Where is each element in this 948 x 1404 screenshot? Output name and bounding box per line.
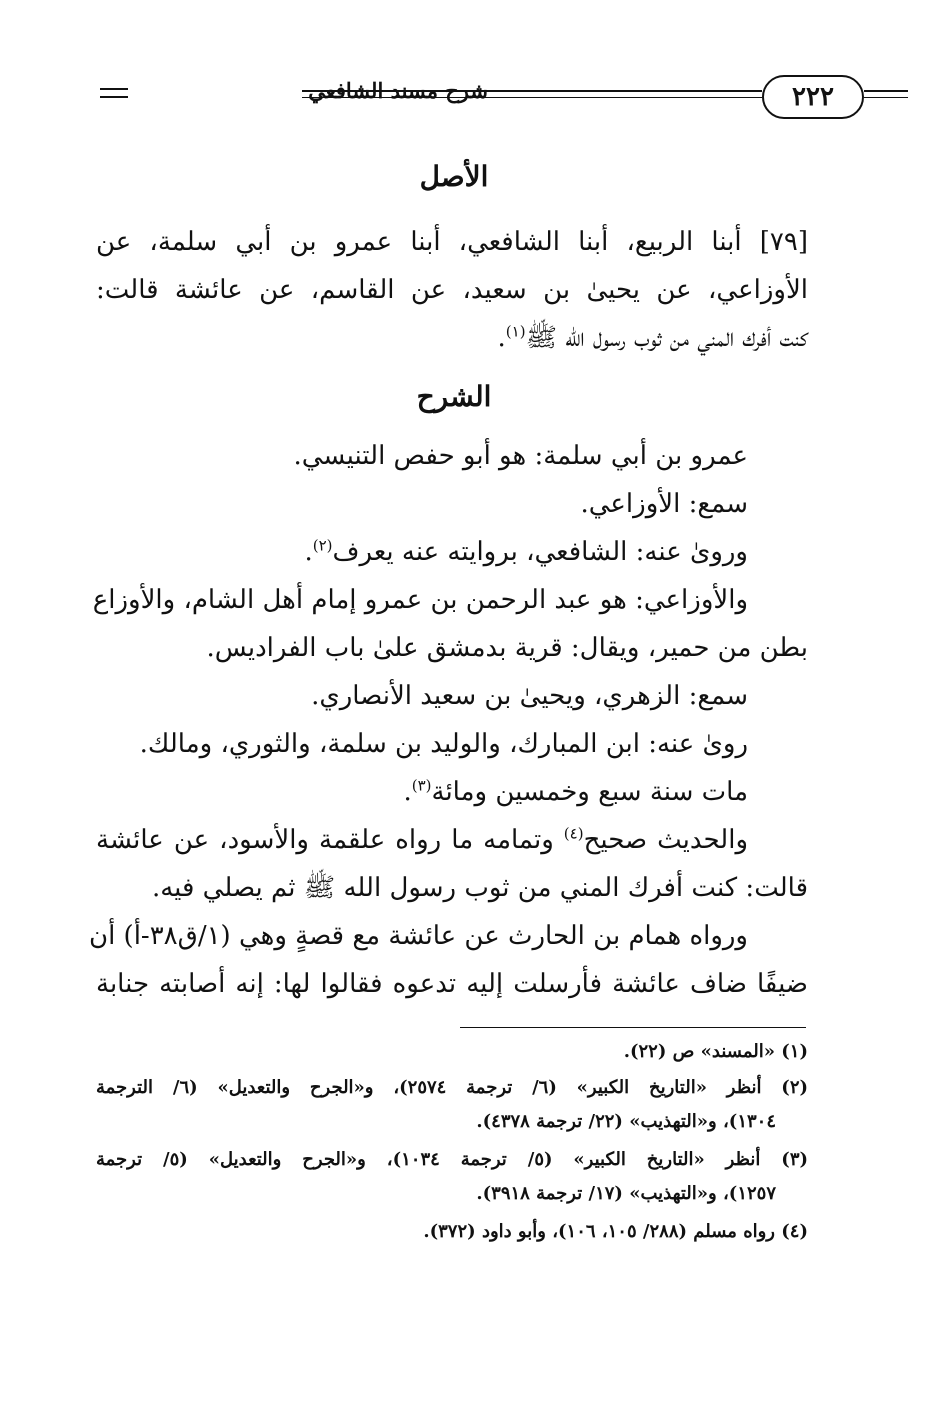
- sharh-line-12: ضيفًا ضاف عائشة فأرسلت إليه تدعوه فقالوا لها: إنه أصابته جنابة: [96, 969, 808, 999]
- sharh-line-3-text: وروىٰ عنه: الشافعي، بروايته عنه يعرف: [332, 537, 748, 567]
- sharh-line-8-text: مات سنة سبع وخمسين ومائة: [431, 777, 748, 807]
- footnote-2-line-2: ١٣٠٤)، و«التهذيب» (٢٢/ ترجمة ٤٣٧٨).: [476, 1111, 776, 1132]
- header-rule-right-top: [864, 90, 908, 92]
- footnote-4: (٤) رواه مسلم (٢٨٨/ ١٠٥، ١٠٦)، وأبو داود (٣٧٢).: [423, 1221, 808, 1242]
- sharh-line-8: [96, 768, 748, 816]
- sharh-line-9-text-b: وتمامه ما رواه علقمة والأسود، عن عائشة: [96, 825, 564, 855]
- sharh-line-8-end: .: [403, 777, 412, 807]
- sharh-line-3: [96, 528, 748, 576]
- page-number: ٢٢٢: [762, 75, 864, 119]
- header-rule-right-bottom: [864, 97, 908, 98]
- asl-line-2: الأوزاعي، عن يحيىٰ بن سعيد، عن القاسم، عن عائشة قالت:: [96, 275, 808, 305]
- sharh-line-7: روىٰ عنه: ابن المبارك، والوليد بن سلمة، والثوري، ومالك.: [139, 729, 748, 759]
- footnote-ref-2: (٢): [312, 536, 333, 555]
- asl-line-3: [96, 314, 808, 362]
- sharh-line-3-end: .: [304, 537, 313, 567]
- page-header: [100, 70, 834, 122]
- asl-line-3-text: كنت أفرك المني من ثوب رسول الله ﷺ: [525, 323, 808, 353]
- sharh-line-6: سمع: الزهري، ويحيىٰ بن سعيد الأنصاري.: [311, 681, 748, 711]
- footnote-ref-1: (١): [505, 322, 526, 341]
- sharh-line-10: قالت: كنت أفرك المني من ثوب رسول الله ﷺ ثم يصلي فيه.: [151, 873, 808, 903]
- footnote-ref-4: (٤): [563, 824, 584, 843]
- asl-line-1: [٧٩] أبنا الربيع، أبنا الشافعي، أبنا عمرو بن أبي سلمة، عن: [96, 227, 808, 257]
- asl-heading: الأصل: [419, 160, 489, 193]
- sharh-line-9: [96, 816, 748, 864]
- footnote-2-line-1: (٢) أنظر «التاريخ الكبير» (٦/ ترجمة ٢٥٧٤)، و«الجرح والتعديل» (٦/ الترجمة: [96, 1077, 809, 1098]
- sharh-heading: الشرح: [416, 380, 492, 413]
- footnote-separator: [460, 1027, 806, 1028]
- asl-line-3-end: .: [497, 323, 506, 353]
- sharh-line-2: سمع: الأوزاعي.: [580, 489, 748, 519]
- sharh-line-9-text-a: والحديث صحيح: [583, 825, 748, 855]
- header-mark-bottom: [100, 96, 128, 98]
- sharh-line-4: والأوزاعي: هو عبد الرحمن بن عمرو إمام أهل الشام، والأوزاع: [92, 585, 748, 615]
- sharh-line-11: ورواه همام بن الحارث عن عائشة مع قصةٍ وهي (١/ق٣٨-أ) أن: [88, 921, 748, 951]
- sharh-line-1: عمرو بن أبي سلمة: هو أبو حفص التنيسي.: [293, 441, 748, 471]
- footnote-1: (١) «المسند» ص (٢٢).: [623, 1041, 808, 1062]
- sharh-line-5: بطن من حمير، ويقال: قرية بدمشق علىٰ باب الفراديس.: [206, 633, 808, 663]
- footnote-3-line-2: ١٢٥٧)، و«التهذيب» (١٧/ ترجمة ٣٩١٨).: [476, 1183, 776, 1204]
- header-mark-top: [100, 88, 128, 90]
- book-title: شرح مسند الشافعي: [308, 78, 488, 103]
- footnote-3-line-1: (٣) أنظر «التاريخ الكبير» (٥/ ترجمة ١٠٣٤)، و«الجرح والتعديل» (٥/ ترجمة: [96, 1149, 809, 1170]
- footnote-ref-3: (٣): [411, 776, 432, 795]
